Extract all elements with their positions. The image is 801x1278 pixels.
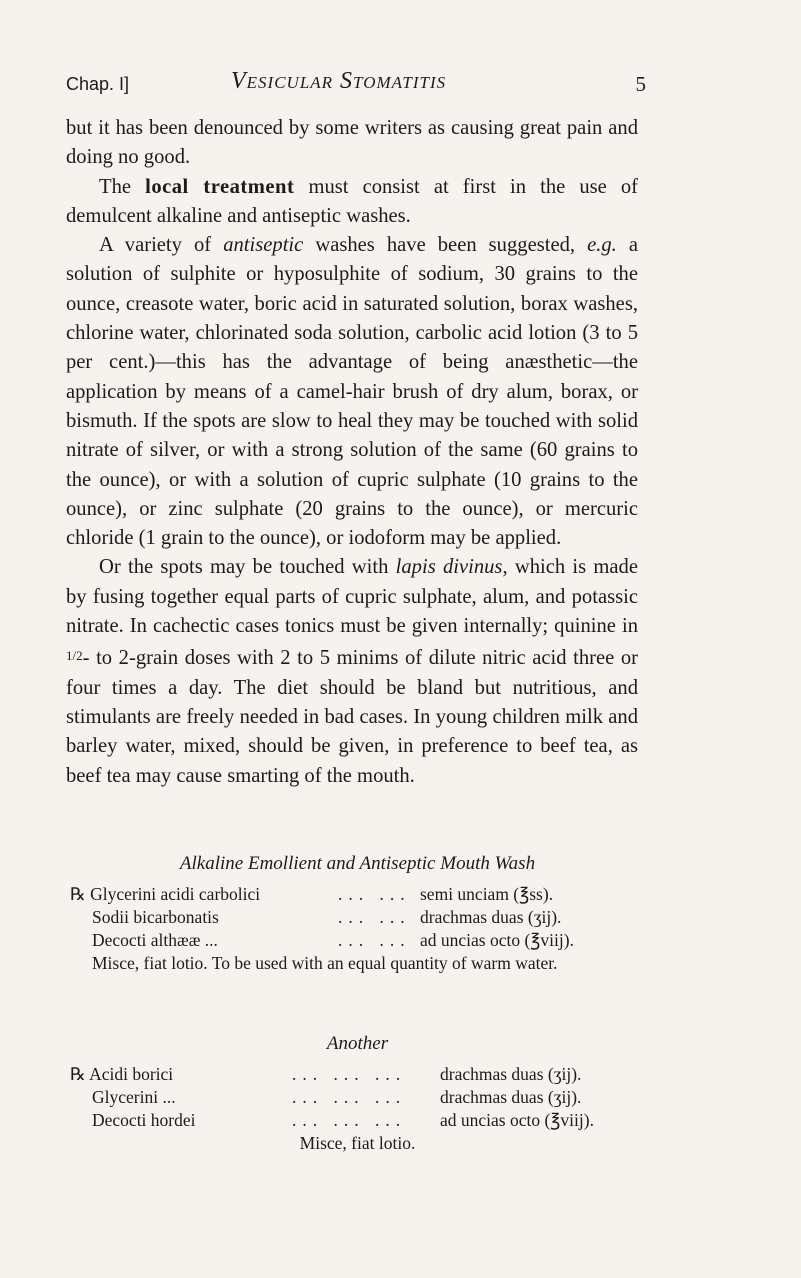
text-run: - to 2-grain doses with 2 to 5 minims of dilute nitric acid three or four times a day. The diet should be bland but nutritious, and stimulants are freely needed in bad cases. In young children milk and barley water, mixed, should be given, in preference to beef tea, as beef tea may cause smarting of the mouth. xyxy=(66,647,638,787)
paragraph-4 xyxy=(66,553,638,790)
text-run: , which is made by fusing together equal parts of cupric sulphate, alum, and potassic nitrate. In cachectic cases tonics must be given internally; quinine in xyxy=(66,556,638,638)
quantity: drachmas duas (ʒij). xyxy=(440,1087,582,1107)
recipe-row xyxy=(70,1063,645,1086)
quantity: semi unciam (℥ss). xyxy=(420,884,554,904)
recipe-title: Another xyxy=(326,1033,389,1054)
quantity: drachmas duas (ʒij). xyxy=(420,907,562,927)
ingredient: ℞ Glycerini acidi carbolici xyxy=(70,884,261,904)
leader-dots: ... ... ... xyxy=(292,1087,407,1107)
italic-term: lapis divinus xyxy=(395,556,503,579)
text-run: The xyxy=(99,175,146,198)
bold-term: local treatment xyxy=(145,175,295,198)
text-run: A variety of xyxy=(99,234,224,257)
recipe-row xyxy=(70,1086,645,1109)
leader-dots: ... ... xyxy=(338,884,411,904)
ingredient: Glycerini ... xyxy=(92,1087,176,1107)
paragraph-1: but it has been denounced by some writers as causing great pain and doing no good. xyxy=(66,117,638,169)
leader-dots: ... ... xyxy=(338,930,411,950)
text-run: washes have been suggested, xyxy=(303,234,588,257)
quantity: drachmas duas (ʒij). xyxy=(440,1064,582,1084)
italic-term: e.g. xyxy=(587,234,617,257)
text-run: a solution of sulphite or hyposulphite of sodium, 30 grains to the ounce, creasote water, boric acid in saturated solution, borax washes, chlorine water, chlorinated soda solution, carbolic acid lotion (3 to 5 per cent.)—this has the advantage of being anæsthetic—the application by means of a camel-hair brush of dry alum, borax, or bismuth. If the spots are slow to heal they may be touched with solid nitrate of silver, or with a strong solution of the same (60 grains to the ounce), or with a solution of cupric sulphate (10 grains to the ounce), or zinc sulphate (20 grains to the ounce), or mercuric chloride (1 grain to the ounce), or iodoform may be applied. xyxy=(66,234,639,550)
ingredient: Decocti hordei xyxy=(92,1110,196,1130)
running-header xyxy=(66,68,646,100)
recipe-row xyxy=(70,1109,645,1132)
quantity: ad uncias octo (℥viij). xyxy=(420,930,574,950)
chapter-label: Chap. I] xyxy=(66,74,130,94)
leader-dots: ... ... xyxy=(338,907,411,927)
body-text xyxy=(66,114,638,791)
recipe-row xyxy=(70,906,645,929)
recipe-title: Alkaline Emollient and Antiseptic Mouth Wash xyxy=(179,853,536,874)
ingredient: Sodii bicarbonatis xyxy=(92,907,219,927)
leader-dots: ... ... ... xyxy=(292,1110,407,1130)
leader-dots: ... ... ... xyxy=(292,1064,407,1084)
paragraph-2 xyxy=(66,173,638,232)
quantity: ad uncias octo (℥viij). xyxy=(440,1110,594,1130)
fraction: 1/2 xyxy=(66,648,83,664)
ingredient: Decocti althææ ... xyxy=(92,930,218,950)
recipe-note: Misce, fiat lotio. To be used with an equal quantity of warm water. xyxy=(92,953,558,973)
page-number: 5 xyxy=(635,72,646,96)
text-run: must consist at first in the use of demulcent alkaline and antiseptic washes. xyxy=(66,175,639,227)
paragraph-3 xyxy=(66,231,638,553)
running-title: Vesicular Stomatitis xyxy=(231,68,447,94)
recipe-another xyxy=(70,1032,645,1155)
italic-term: antiseptic xyxy=(223,234,304,257)
recipe-row xyxy=(70,929,645,952)
ingredient: ℞ Acidi borici xyxy=(70,1064,174,1084)
recipe-row xyxy=(70,883,645,906)
recipe-mouth-wash xyxy=(70,852,645,975)
text-run: Or the spots may be touched with xyxy=(99,556,396,579)
recipe-note: Misce, fiat lotio. xyxy=(299,1133,416,1153)
